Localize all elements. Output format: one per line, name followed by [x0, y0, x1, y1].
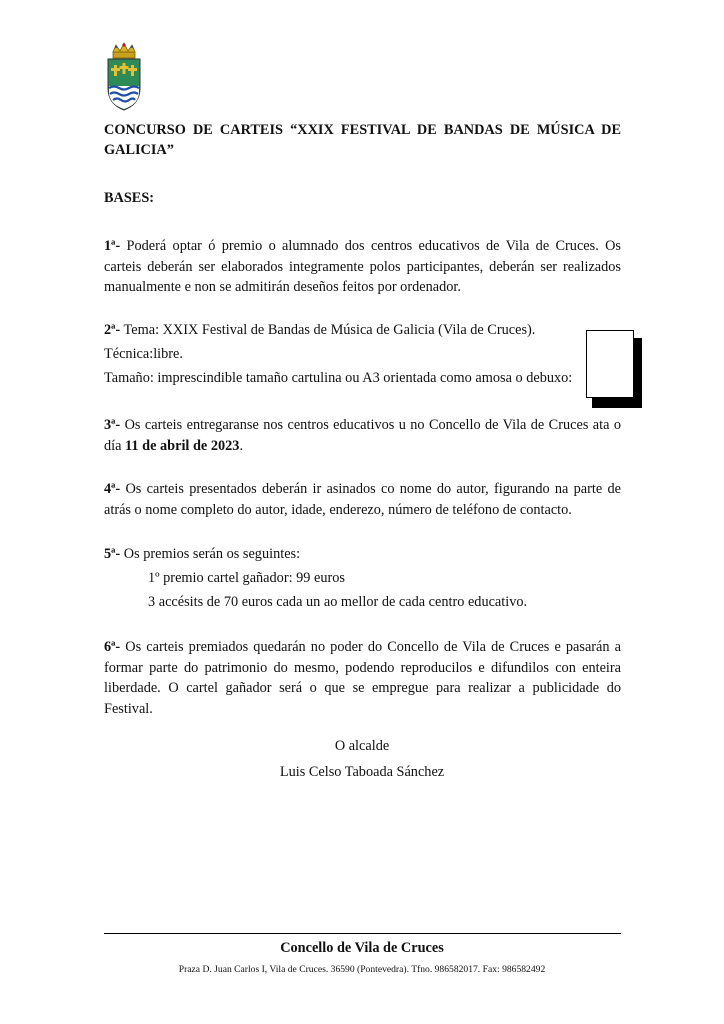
footer-address: Praza D. Juan Carlos I, Vila de Cruces. 36590 (Pontevedra). Tfno. 986582017. Fax: 986582492: [178, 964, 546, 975]
rule-number: 1ª-: [104, 238, 121, 254]
prize-first: 1º premio cartel gañador: 99 euros: [148, 570, 345, 586]
bases-heading: BASES:: [104, 190, 155, 206]
rule-text: Os carteis entregaranse nos centros educativos u no Concello de Vila de Cruces ata o día: [104, 417, 621, 454]
rule-number: 5ª-: [104, 546, 121, 562]
footer-divider: [104, 933, 621, 934]
rule-number: 6ª-: [104, 639, 121, 655]
signature-name: Luis Celso Taboada Sánchez: [279, 764, 445, 780]
rule-text: Poderá optar ó premio o alumnado dos centros educativos de Vila de Cruces. Os carteis deberán ser elaborados integramente polos participantes, deberán ser realizados manualmente e non se admitirán deseños feitos por ordenador.: [104, 238, 621, 295]
rule-5: [104, 544, 300, 564]
rule-text: Tema: XXIX Festival de Bandas de Música de Galicia (Vila de Cruces).: [120, 322, 536, 338]
rule-3: [104, 415, 621, 456]
rule-2-tamano: Tamaño: imprescindible tamaño cartulina ou A3 orientada como amosa o debuxo:: [104, 370, 573, 386]
rule-text-end: .: [239, 437, 244, 454]
signature-role: O alcalde: [334, 738, 390, 754]
rule-2-tema: [104, 320, 535, 340]
rule-number: 4ª-: [104, 481, 121, 497]
rule-4: [104, 479, 621, 520]
municipal-coat-of-arms-icon: [104, 42, 144, 112]
deadline-date: 11 de abril de 2023: [125, 437, 240, 454]
rule-number: 2ª-: [104, 322, 121, 338]
rule-text: Os premios serán os seguintes:: [120, 546, 301, 562]
rule-1: [104, 236, 621, 298]
rule-number: 3ª-: [104, 417, 121, 433]
footer-organization: Concello de Vila de Cruces: [280, 940, 444, 956]
rule-6: [104, 637, 621, 719]
rule-text: Os carteis presentados deberán ir asinados co nome do autor, figurando na parte de atrás o nome completo do autor, idade, enderezo, número de teléfono de contacto.: [104, 481, 621, 518]
portrait-orientation-sample: [586, 330, 634, 398]
rule-2-tecnica: Técnica:libre.: [104, 346, 183, 362]
prize-accesits: 3 accésits de 70 euros cada un ao mellor de cada centro educativo.: [148, 594, 528, 610]
document-title: CONCURSO DE CARTEIS “XXIX FESTIVAL DE BANDAS DE MÚSICA DE GALICIA”: [104, 122, 621, 158]
rule-text: Os carteis premiados quedarán no poder do Concello de Vila de Cruces e pasarán a formar parte do patrimonio do mesmo, podendo reproducilos e difundilos con enteira liberdade. O cartel gañador será o que se empregue para realizar a publicidade do Festival.: [104, 639, 621, 717]
